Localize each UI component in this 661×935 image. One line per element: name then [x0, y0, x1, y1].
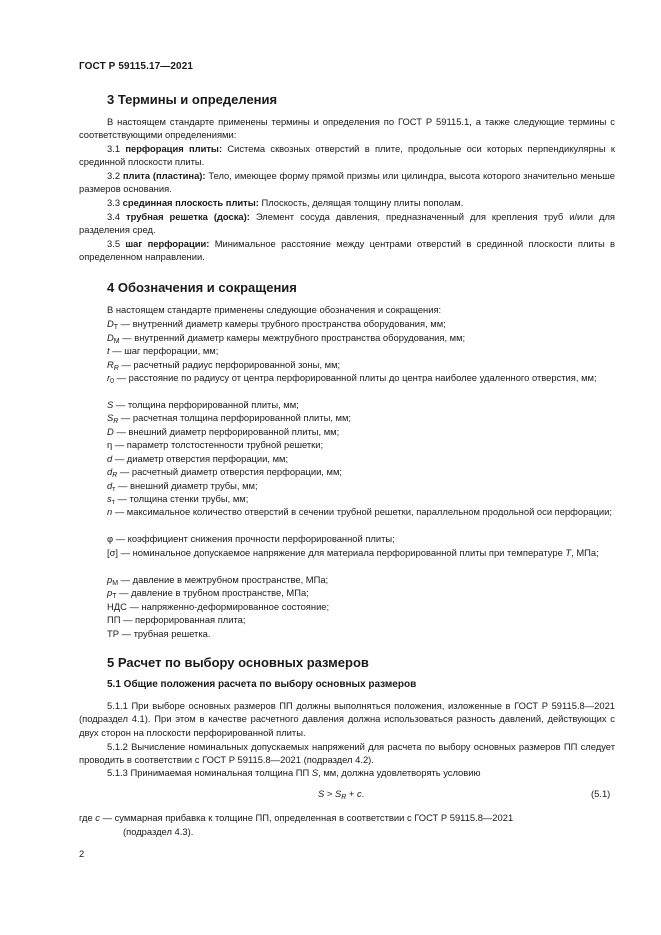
- term-3-1: 3.1 перфорация плиты: Система сквозных отверстий в плите, продольные оси которых перпендикулярны к срединной плоскости плиты.: [79, 143, 615, 168]
- symbol-item: $D_Т$ — внутренний диаметр камеры трубного пространства оборудования, мм;: [107, 318, 446, 331]
- symbol-item: $S_R$ — расчетная толщина перфорированной плиты, мм;: [107, 412, 352, 425]
- document-header: ГОСТ Р 59115.17—2021: [79, 61, 194, 72]
- symbol-item: S — толщина перфорированной плиты, мм;: [107, 399, 299, 410]
- formula-5-1: $S > S_R + c$.: [318, 788, 365, 801]
- symbol-item: φ — коэффициент снижения прочности перфорированной плиты;: [107, 533, 395, 544]
- paragraph-5-1-2: 5.1.2 Вычисление номинальных допускаемых напряжений для расчета по выбору основных размеров ПП следует проводить в соответствии с ГОСТ Р 59115.8—2021 (подраздел 4.2).: [79, 741, 615, 766]
- abbreviation-item: НДС — напряженно-деформированное состояние;: [107, 601, 330, 612]
- term-3-3: 3.3 срединная плоскость плиты: Плоскость, делящая толщину плиты пополам.: [107, 197, 464, 208]
- section-3-title: 3 Термины и определения: [107, 92, 278, 107]
- subsection-5-1-title: 5.1 Общие положения расчета по выбору основных размеров: [107, 679, 417, 690]
- section-5-title: 5 Расчет по выбору основных размеров: [107, 655, 369, 670]
- term-3-2: 3.2 плита (пластина): Тело, имеющее форму прямой призмы или цилиндра, высота которого значительно меньше размеров основания.: [79, 170, 615, 195]
- paragraph-5-1-3: 5.1.3 Принимаемая номинальная толщина ПП S, мм, должна удовлетворять условию: [107, 767, 481, 778]
- symbol-item: t — шаг перфорации, мм;: [107, 345, 219, 356]
- symbol-item: $R_R$ — расчетный радиус перфорированной зоны, мм;: [107, 359, 341, 372]
- symbol-item: n — максимальное количество отверстий в сечении трубной решетки, параллельном продольной оси перфорации;: [107, 506, 612, 517]
- symbol-item: $r_0$ — расстояние по радиусу от центра перфорированной плиты до центра наиболее удаленного отверстия, мм;: [107, 372, 597, 385]
- symbol-item: $s_т$ — толщина стенки трубы, мм;: [107, 493, 249, 506]
- formula-explanation: где c — суммарная прибавка к толщине ПП, определенная в соответствии с ГОСТ Р 59115.8—2021: [79, 812, 514, 823]
- abbreviation-item: ТР — трубная решетка.: [107, 628, 211, 639]
- term-3-5: 3.5 шаг перфорации: Минимальное расстояние между центрами отверстий в срединной плоскости плиты в определенном направлении.: [79, 238, 615, 263]
- paragraph-5-1-1: 5.1.1 При выборе основных размеров ПП должны выполняться положения, изложенные в ГОСТ Р 59115.8—2021 (подраздел 4.1). При этом в качестве расчетного давления должна использоваться разность давлений, действующих с двух сторон на плоскости перфорированной плиты.: [79, 700, 615, 738]
- formula-number: (5.1): [591, 788, 611, 799]
- symbol-item: $D_М$ — внутренний диаметр камеры межтрубного пространства оборудования, мм;: [107, 332, 466, 345]
- symbol-item: η — параметр толстостенности трубной решетки;: [107, 439, 324, 450]
- symbol-item: $d_т$ — внешний диаметр трубы, мм;: [107, 480, 258, 493]
- section-4-intro: В настоящем стандарте применены следующие обозначения и сокращения:: [107, 304, 442, 315]
- formula-explanation-cont: (подраздел 4.3).: [123, 826, 194, 837]
- symbol-item: d — диаметр отверстия перфорации, мм;: [107, 453, 289, 464]
- section-3-intro: В настоящем стандарте применены термины и определения по ГОСТ Р 59115.1, а также следующие термины с соответствующими определениями:: [79, 116, 615, 141]
- section-4-title: 4 Обозначения и сокращения: [107, 280, 297, 295]
- term-3-4: 3.4 трубная решетка (доска): Элемент сосуда давления, предназначенный для крепления труб и/или для разделения сред.: [79, 211, 615, 236]
- symbol-item: D — внешний диаметр перфорированной плиты, мм;: [107, 426, 340, 437]
- symbol-item: [σ] — номинальное допускаемое напряжение для материала перфорированной плиты при температуре T, МПа;: [107, 547, 599, 558]
- symbol-item: $p_М$ — давление в межтрубном пространстве, МПа;: [107, 574, 329, 587]
- symbol-item: $p_Т$ — давление в трубном пространстве, МПа;: [107, 587, 309, 600]
- abbreviation-item: ПП — перфорированная плита;: [107, 614, 246, 625]
- page-number: 2: [79, 848, 85, 859]
- symbol-item: $d_R$ — расчетный диаметр отверстия перфорации, мм;: [107, 466, 343, 479]
